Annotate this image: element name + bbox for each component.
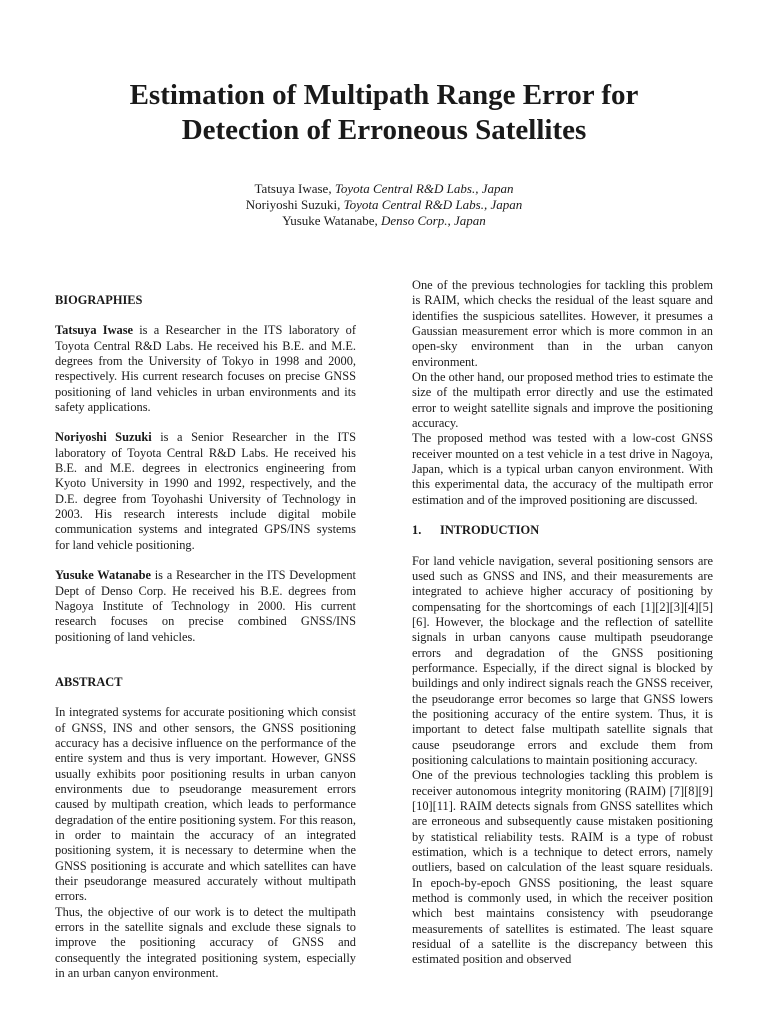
title-line-1: Estimation of Multipath Range Error for [129, 79, 639, 111]
section-number: 1. [412, 523, 422, 538]
abstract-paragraph: One of the previous technologies for tackling this problem is RAIM, which checks the residual of the least square and identifies the suspicious satellites. However, it presumes a Gaussian measurement error which is more common in an open-sky environment than in the urban canyon environment. [412, 278, 713, 369]
author-line [150, 181, 618, 197]
abstract-heading: ABSTRACT [55, 674, 123, 689]
biographies-heading: BIOGRAPHIES [55, 293, 143, 307]
paper-title [60, 78, 708, 148]
author-affiliation: Toyota Central R&D Labs., Japan [343, 197, 523, 212]
section-title: INTRODUCTION [440, 523, 540, 538]
right-column [412, 278, 713, 968]
author-name: Noriyoshi Suzuki, [245, 197, 344, 212]
body-paragraph: For land vehicle navigation, several positioning sensors are used such as GNSS and INS, and their measurements are integrated to achieve higher accuracy of positioning by compensating for the shortcomings of each [1][2][3][4][5][6]. However, the blockage and the reflection of satellite signals in urban canyons cause multipath pseudorange errors and degradation of the GNSS positioning performance. Especially, if the direct signal is blocked by buildings and only indirect signals reach the GNSS receiver, the pseudorange error becomes so large that GNSS lowers the positioning accuracy of the entire system. Thus, it is important to detect false multipath satellite signals that cause pseudorange errors and exclude them from positioning calculations to maintain positioning accuracy. [412, 553, 713, 767]
abstract-paragraph: In integrated systems for accurate positioning which consist of GNSS, INS and other sensors, the GNSS positioning accuracy has a decisive influence on the performance of the entire system and thus is very important. However, GNSS usually exhibits poor positioning results in urban canyon environments due to pseudorange measurement errors caused by multipath creation, which leads to performance degradation of the entire positioning system. For this reason, in order to maintain the accuracy of an integrated positioning system, it is necessary to determine when the GNSS positioning is accurate and which satellites can have their pseudorange measured accurately without multipath errors. [55, 705, 356, 904]
biography-name: Yusuke Watanabe [55, 568, 152, 583]
biography-text: is a Senior Researcher in the ITS laboratory of Toyota Central R&D Labs. He received his B.E. and M.E. degrees in electronics engineering from Kyoto University in 1990 and 1992, respectively, and the D.E. degree from Toyohashi University of Technology in 2003. His research interests include digital mobile communication systems and integrated GPS/INS systems for land vehicle positioning. [55, 430, 356, 552]
biography-name: Noriyoshi Suzuki [55, 430, 152, 445]
left-column [55, 278, 356, 981]
biography-paragraph [55, 568, 356, 645]
body-paragraph: One of the previous technologies tackling this problem is receiver autonomous integrity monitoring (RAIM) [7][8][9][10][11]. RAIM detects signals from GNSS satellites which are erroneous and subsequently cause mistaken positioning by statistical reliability tests. RAIM is a type of robust estimation, which is a technique to detect errors, namely outliers, based on calculation of the least square residuals. In epoch-by-epoch GNSS positioning, the least square method is commonly used, in which the receiver position which best maintains consistency with pseudorange measurements of satellites is estimated. The least square residual of a satellite is the discrepancy between this estimated position and observed [412, 768, 713, 967]
biography-name: Tatsuya Iwase [55, 323, 134, 338]
section-heading-introduction [412, 523, 713, 538]
abstract-paragraph: The proposed method was tested with a low-cost GNSS receiver mounted on a test vehicle in a test drive in Nagoya, Japan, which is a typical urban canyon environment. With this experimental data, the accuracy of the multipath error estimation and of the improved positioning are discussed. [412, 431, 713, 507]
author-affiliation: Denso Corp., Japan [381, 213, 486, 228]
abstract-paragraph: Thus, the objective of our work is to detect the multipath errors in the satellite signals and exclude these signals to improve the positioning accuracy of GNSS and consequently the integrated positioning system, especially in an urban canyon environment. [55, 904, 356, 981]
author-line [150, 213, 618, 229]
author-list [150, 181, 618, 229]
author-affiliation: Toyota Central R&D Labs., Japan [334, 181, 514, 196]
author-line [150, 197, 618, 213]
author-name: Yusuke Watanabe, [282, 213, 381, 228]
abstract-paragraph: On the other hand, our proposed method tries to estimate the size of the multipath error directly and use the estimated error to weight satellite signals and improve the positioning accuracy. [412, 370, 713, 431]
title-line-2: Detection of Erroneous Satellites [181, 114, 587, 146]
biography-text: is a Researcher in the ITS laboratory of Toyota Central R&D Labs. He received his B.E. and M.E. degrees from the University of Tokyo in 1998 and 2000, respectively. His current research focuses on precise GNSS positioning of land vehicles in urban environments and its safety applications. [55, 323, 357, 415]
author-name: Tatsuya Iwase, [254, 181, 335, 196]
biography-paragraph [55, 323, 356, 415]
biography-text: is a Researcher in the ITS Development Dept of Denso Corp. He received his B.E. degrees from Nagoya Institute of Technology in 2000. His current research focuses on precise combined GNSS/INS positioning of land vehicles. [55, 568, 356, 644]
biography-paragraph [55, 430, 356, 553]
